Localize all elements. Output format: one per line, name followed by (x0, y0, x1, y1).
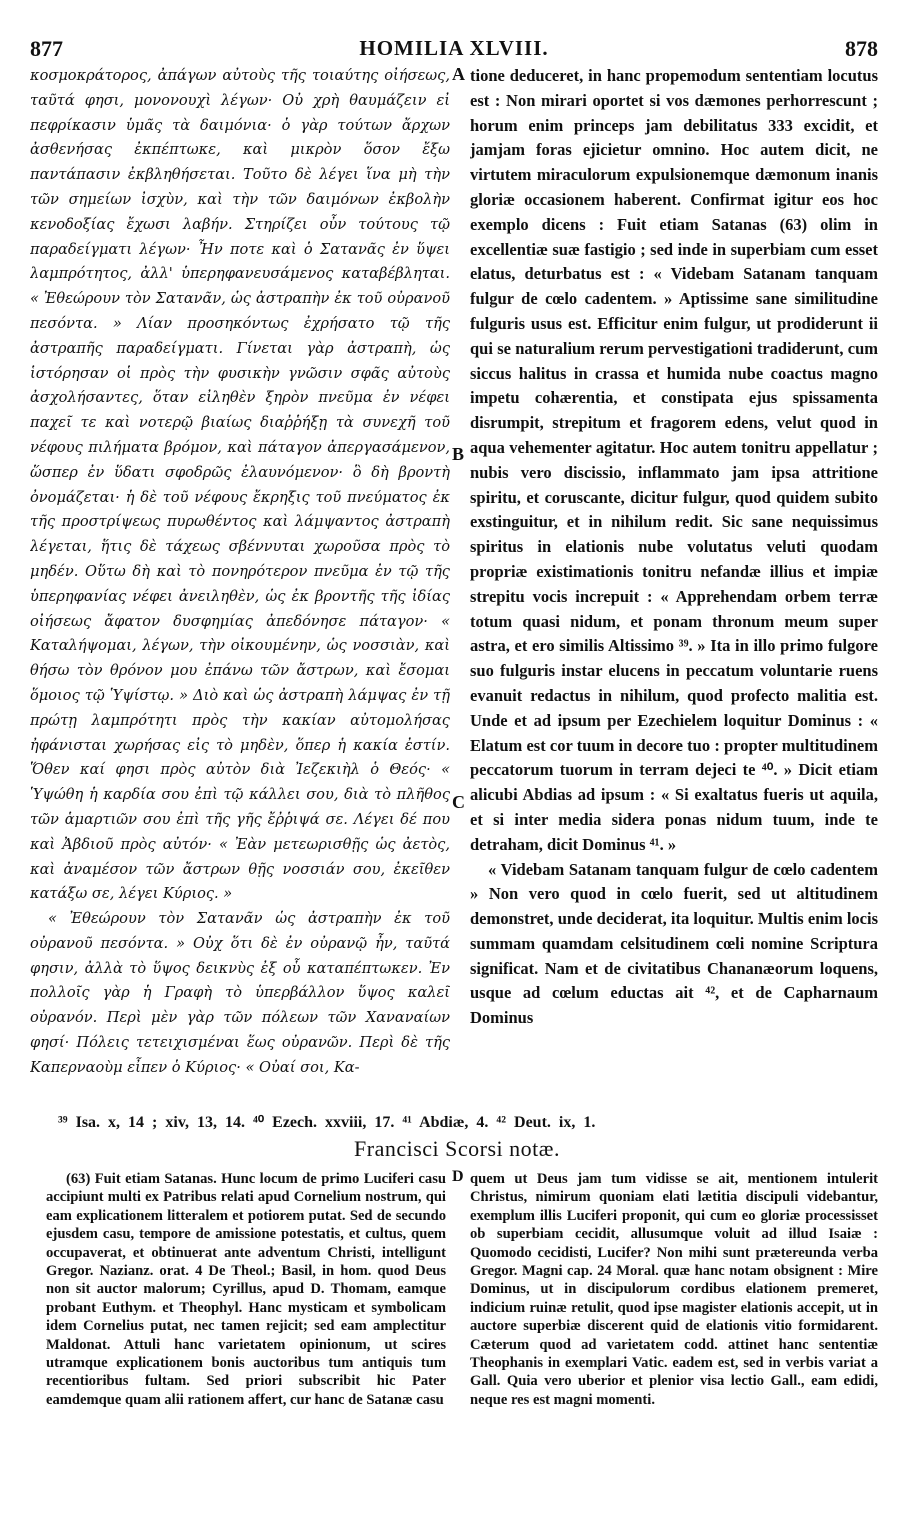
note-paragraph: (63) Fuit etiam Satanas. Hunc locum de primo Luciferi casu accipiunt multi ex Patribus relati apud Cornelium nostrum, qui eam explicationem litteralem et potiorem putat. Sed de secundo ejusdem casu, tempore de amissione potestatis, et cultus, quem occupaverat, et obtinuerat ante adventum Christi, intelligunt Gregor. Nazianz. orat. 4 De Theol.; Basil, in hom. quod Deus non sit auctor malorum; Cyrillus, apud D. Thomam, eamque probant Euthym. et Theophyl. Hanc mysticam et symbolicam idem Cornelius putat, nec tamen rejicit; sed eam amplectitur Maldonat. Attuli hanc varietatem opinionum, ut scires utramque explicationem bonis auctoribus tum antiquis tum recentioribus fultam. Sed priori subscribit hic Pater eamdemque quam alii rationem affert, cur hanc de Satanæ casu (46, 1171, 446, 1408)
margin-letter-a: A (452, 64, 465, 84)
latin-paragraph: tione deduceret, in hanc propemodum sententiam locutus est : Non mirari oportet si vos dæmones perhorrescunt ; horum enim princeps jam debilitatus 333 excidit, et jamjam foras ejicietur omnino. Hoc autem dicit, ne virtutem miraculorum expulsionemque dæmonum inanis gloriæ occasionem haberent. Confirmat igitur eos hoc exemplo dicens : Fuit etiam Satanas (63) olim in excellentiæ suæ fastigio ; sed inde in superbiam cum esset elatus, deturbatus est : « Videbam Satanam tanquam fulgur de cœlo cadentem. » Aptissime sane similitudine fulguris usus est. Efficitur enim fulgur, ut prodiderunt ii qui se naturalium rerum pervestigationi tradiderunt, cum siccus halitus in crassa et humida nube coactus magno impetu cohærentia, et constipata ejus spissamenta disrumpit, strepitum et fragorem edens, velut quod in aqua vehementer agitatur. Hoc autem tonitru appellatur ; nubis vero discissio, inflammato jam ipsa attritione spiritu, et coruscante, dicitur fulgur, quod quidem subito exstinguitur, et in nihilum redit. Sic sane nequissimus spiritus in elationis nube volutatus veluti quodam propriæ existimationis tonitru nefandæ illius et impiæ strepitu vocis increpuit : « Apprehendam orbem terræ totum quasi nidum, et ponam thronum meum super astra, et ero similis Altissimo ³⁹. » Ita in illo primo fulgore suo fulguris instar elucens in peccatum voluntarie ruens evanuit redactus in nihilum, quod profecto malitia est. Unde et ad ipsum per Ezechielem loquitur Dominus : « Elatum est cor tuum in decore tuo : propter multitudinem peccatorum tuorum in terram dejeci te ⁴⁰. » Dicit etiam alicubi Abdias ad ipsum : « Si exaltatus fueris ut aquila, et si inter media sidera ponas nidum tuum, inde te detraham, dicit Dominus ⁴¹. » (470, 66, 878, 854)
note-paragraph: quem ut Deus jam tum vidisse se ait, mentionem intulerit Christus, nimirum quoniam elati lætitia discipuli videbantur, exemplum illis Luciferi proponit, qui cum eo gloriæ processisset ob superbiam cecidit, allusumque voluit ad illud Isaiæ : Quomodo cecidisti, Lucifer? Non mihi sunt prætereunda verba Gregor. Magni cap. 24 Moral. quæ hanc notam obsignent : Mire Dominus, ut in discipulorum cordibus elationem premeret, indicium ruinæ retulit, quod ipse magister elationis accepit, ut in auctore superbiæ discerent quid de elationis vitio formidarent. Cæterum quod ad varietatem codd. attinet hanc sententiæ Theophanis in exemplari Vatic. eadem est, sed in verbis variat a Gall. Quia vero uberior et plenior visa lectio Gall., eam edidi, neque res est magni momenti. (470, 1171, 878, 1408)
margin-letter-b: B (452, 444, 465, 464)
margin-letter-d: D (452, 1168, 464, 1185)
latin-column (470, 64, 878, 1104)
footnotes: ³⁹ Isa. x, 14 ; xiv, 13, 14. ⁴⁰ Ezech. xxviii, 17. ⁴¹ Abdiæ, 4. ⁴² Deut. ix, 1. (58, 1114, 596, 1131)
notes-right-column (470, 1170, 878, 1510)
margin-letter-c: C (452, 792, 465, 812)
greek-paragraph: κοσμοκράτορος, ἀπάγων αὐτοὺς τῆς τοιαύτης οἰήσεως, ταῦτά φησι, μονονουχὶ λέγων· Οὐ χρὴ θαυμάζειν εἰ πεφρίκασιν ὑμᾶς τὰ δαιμόνια· ὁ γὰρ τούτων ἄρχων ἀσθενήσας ἐκπέπτωκε, καὶ μικρὸν ὅσον ἔξω παντάπασιν ἐκβληθήσεται. Τοῦτο δὲ λέγει ἵνα μὴ τὴν τῶν σημείων ἰσχὺν, καὶ τὴν τῶν δαιμόνων ἐκβολὴν κενοδοξίας ἔχωσι λαβήν. Στηρίζει οὖν τούτους τῷ παραδείγματι λέγων· Ἦν ποτε καὶ ὁ Σατανᾶς ἐν ὕψει λαμπρότητος, ἀλλ' ὑπερηφανευσάμενος καταβέβληται. « Ἐθεώρουν τὸν Σατανᾶν, ὡς ἀστραπὴν ἐκ τοῦ οὐρανοῦ πεσόντα. » Λίαν προσηκόντως ἐχρήσατο τῷ τῆς ἀστραπῆς παραδείγματι. Γίνεται γὰρ ἀστραπὴ, ὡς ἱστόρησαν οἱ πρὸς τὴν φυσικὴν γνῶσιν σφᾶς αὐτοὺς ἀσχολήσαντες, ὅταν εἰληθὲν ξηρὸν πνεῦμα ἐν νέφει παχεῖ τε καὶ νοτερῷ βιαίως διαῤῥήξῃ τὰ συνεχῆ τοῦ νέφους πιλήματα βρόμον, καὶ πάταγον ἀπεργασάμενον, ὥσπερ ἐν ὕδατι σφοδρῶς ἐλαυνόμενον· ὃ δὴ βροντὴ ὀνομάζεται· ἡ δὲ τοῦ νέφους ἔκρηξις τοῦ πνεύματος ἐκ τῆς προστρίψεως πυρωθέντος καὶ λάμψαντος ἀστραπὴ λέγεται, ἥτις δὲ τάχεως σβέννυται χωροῦσα πρὸς τὸ μηδέν. Οὕτω δὴ καὶ τὸ πονηρότερον πνεῦμα ἐν τῷ τῆς ὑπερηφανίας νέφει ἀνειληθὲν, ὡς ἐκ βροντῆς τῆς ἰδίας οἰήσεως ἄφατον δυσφημίας ἀπεδόνησε πάταγον· « Καταλήψομαι, λέγων, τὴν οἰκουμένην, ὡς νοσσιὰν, καὶ θήσω τὸν θρόνον μου ἐπάνω τῶν ἄστρων, καὶ ἔσομαι ὅμοιος τῷ Ὑψίστῳ. » Διὸ καὶ ὡς ἀστραπὴ λάμψας ἐν τῇ πρώτῃ λαμπρότητι πρὸς τὴν κακίαν αὐτομολήσας ἠφάνισται χωρήσας εἰς τὸ μηδὲν, ὅπερ ἡ κακία ἐστίν. Ὅθεν καί φησι πρὸς αὐτὸν διὰ Ἰεζεκιὴλ ὁ Θεός· « Ὑψώθη ἡ καρδία σου ἐπὶ τῷ κάλλει σου, διὰ τὸ πλῆθος τῶν ἁμαρτιῶν σου ἐπὶ τῆς γῆς ἔῤῥιψά σε. Λέγει δέ που καὶ Ἀβδιοῦ πρὸς αὐτόν· « Ἐὰν μετεωρισθῇς ὡς ἀετὸς, καὶ ἀναμέσον τῶν ἄστρων θῇς νοσσιάν σου, ἐκεῖθεν κατάξω σε, λέγει Κύριος. » (30, 67, 450, 903)
page-number-right: 878 (845, 36, 878, 61)
greek-paragraph: « Ἐθεώρουν τὸν Σατανᾶν ὡς ἀστραπὴν ἐκ τοῦ οὐρανοῦ πεσόντα. » Οὐχ ὅτι δὲ ἐν οὐρανῷ ἦν, ταῦτά φησιν, ἀλλὰ τὸ ὕψος δεικνὺς ἐξ οὗ καταπέπτωκεν. Ἐν πολλοῖς γὰρ ἡ Γραφὴ τὸ ὑπερβάλλον ὕψος καλεῖ οὐρανόν. Περὶ μὲν γὰρ τῶν πόλεων τῶν Χαναναίων φησί· Πόλεις τετειχισμέναι ἕως οὐρανῶν. Περὶ δὲ τῆς Καπερναοὺμ εἶπεν ὁ Κύριος· « Οὐαί σοι, Κα- (30, 910, 450, 1076)
page-number-left: 877 (30, 36, 63, 61)
greek-column (30, 64, 450, 1104)
running-title: HOMILIA XLVIII. (359, 36, 549, 60)
running-header (30, 36, 878, 60)
latin-paragraph: « Videbam Satanam tanquam fulgur de cœlo cadentem » Non vero quod in cœlo fuerit, sed ut altitudinem demonstret, unde deciderat, ita loquitur. Multis enim locis summam quamdam celsitudinem cœli nomine Scriptura significat. Nam et de civitatibus Chananæorum loquens, usque ad cœlum eductas ait ⁴², et de Capharnaum Dominus (470, 859, 878, 1028)
notes-heading: Francisci Scorsi notæ. (354, 1136, 560, 1161)
notes-left-column (46, 1170, 446, 1510)
